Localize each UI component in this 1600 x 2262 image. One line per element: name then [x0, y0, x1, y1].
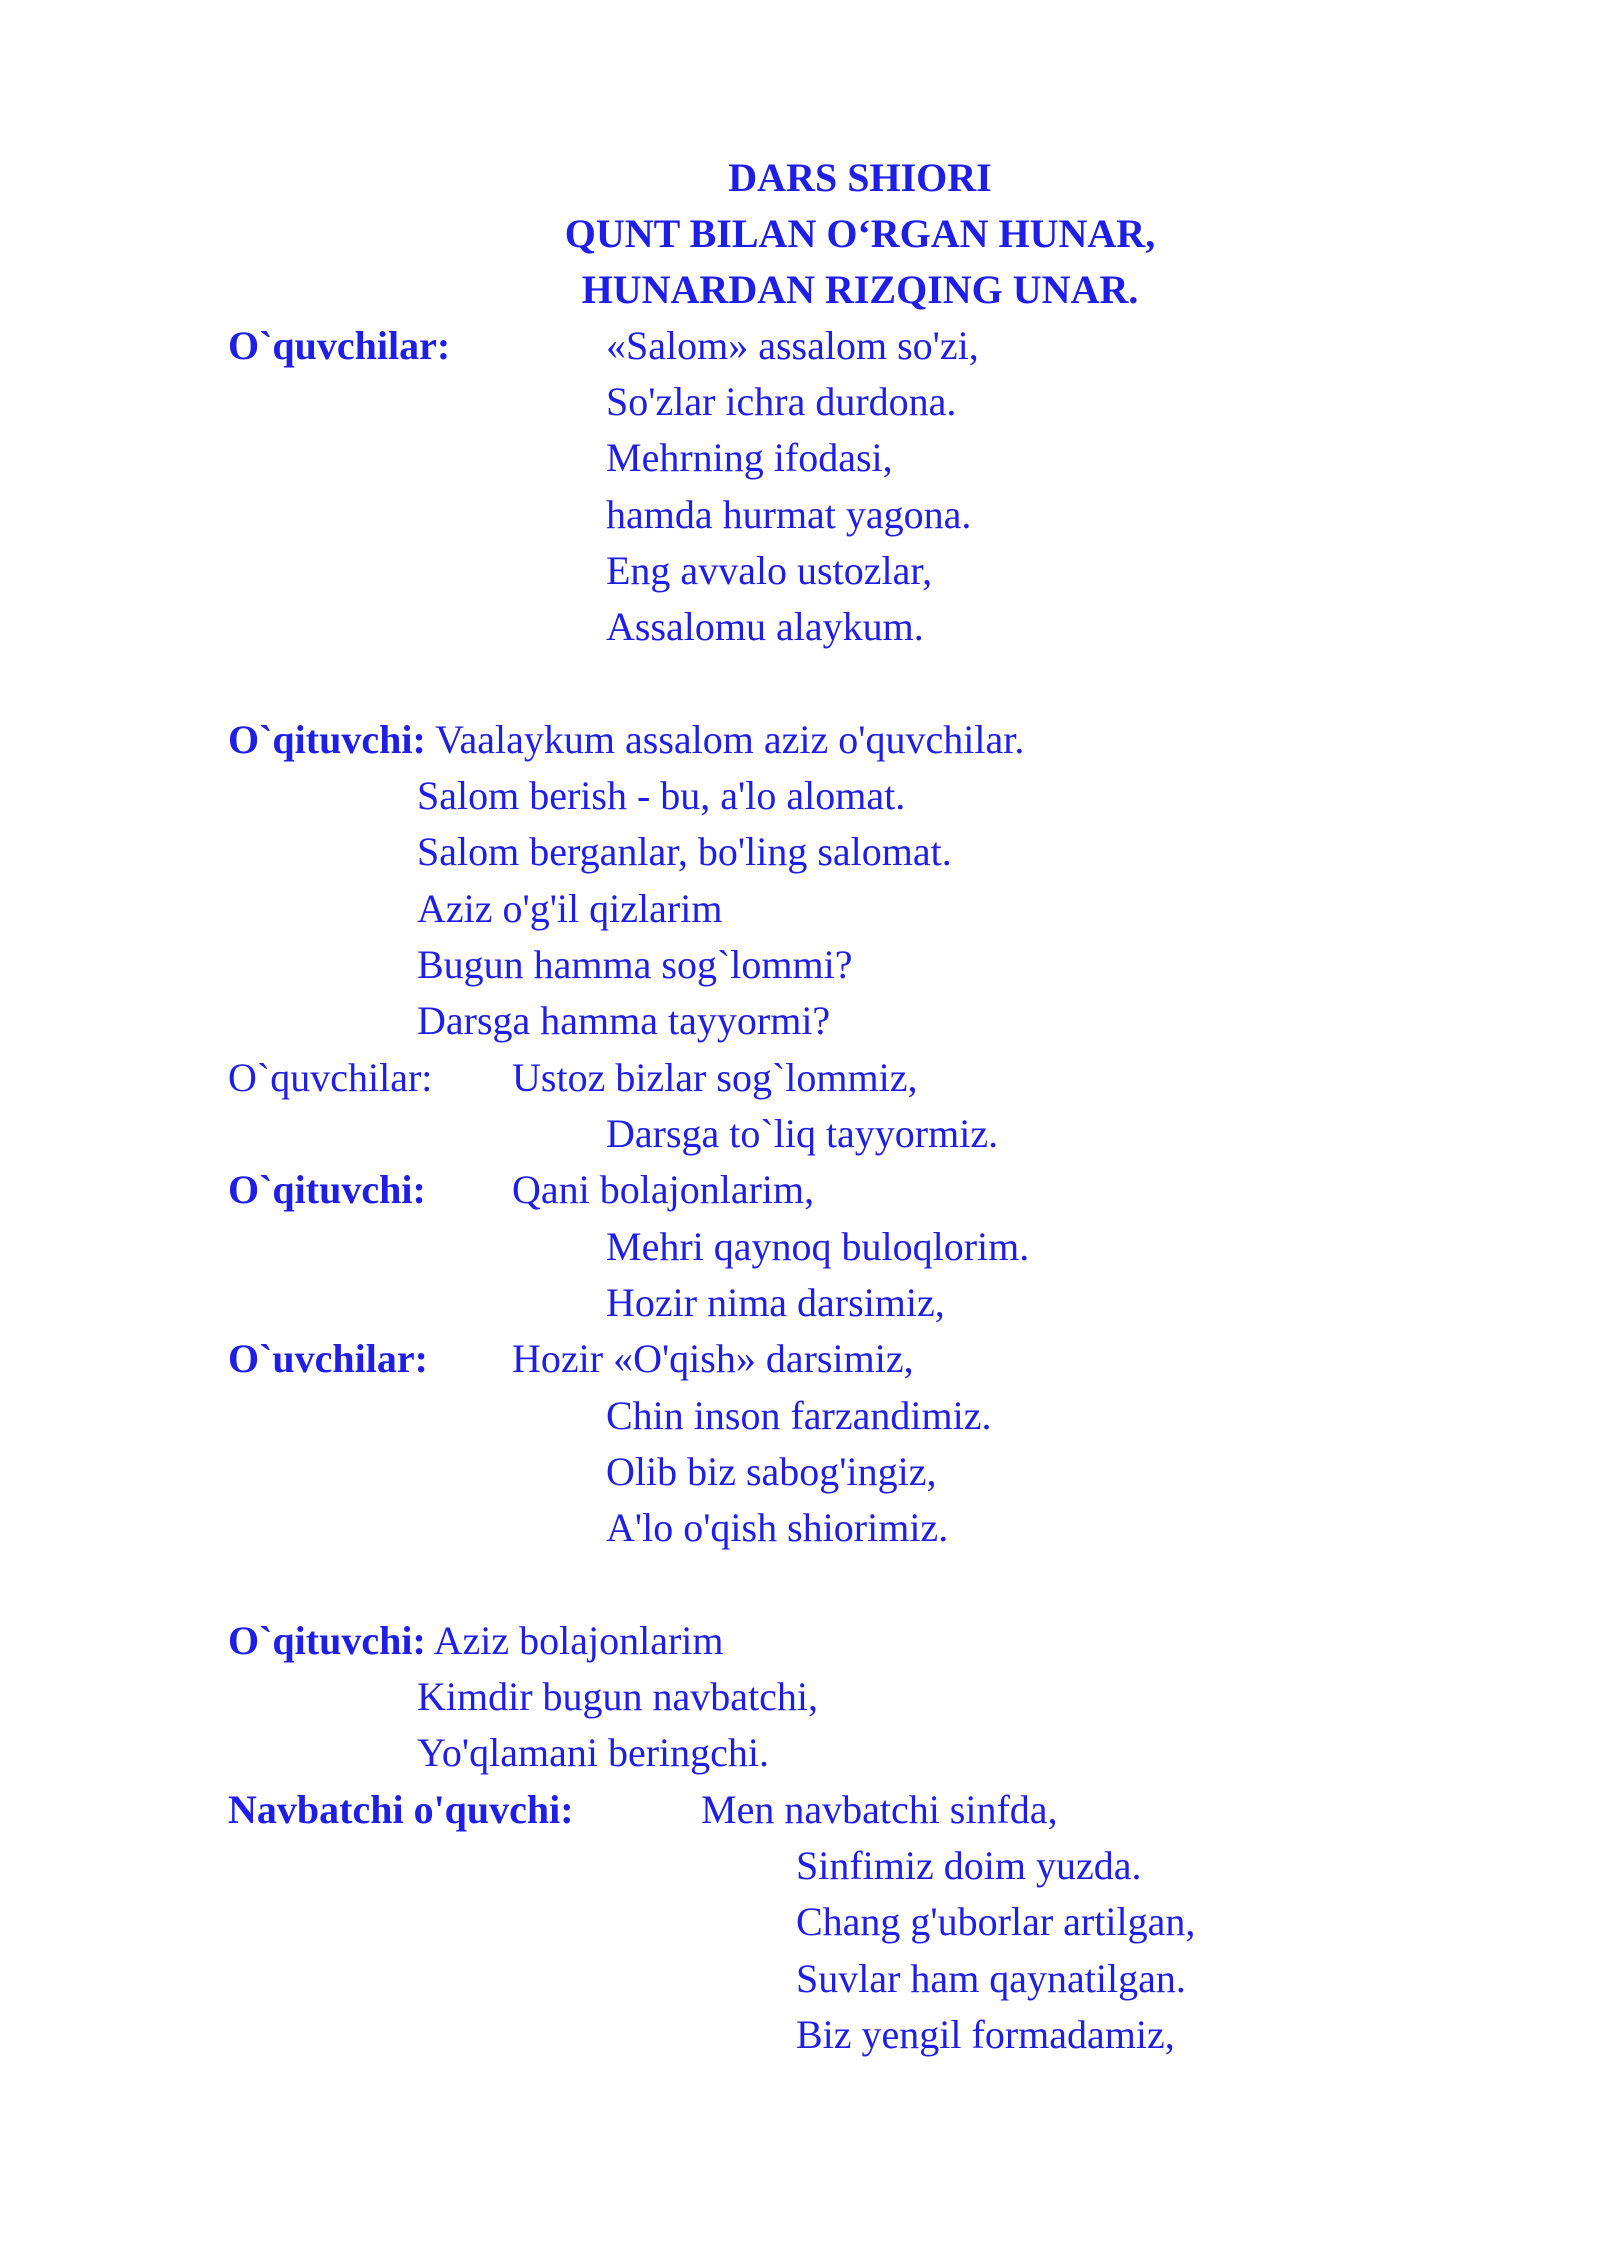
verse-line: So'zlar ichra durdona. — [606, 379, 957, 424]
verse-line: Biz yengil formadamiz, — [796, 2012, 1175, 2057]
verse-line: Hozir «O'qish» darsimiz, — [512, 1336, 914, 1381]
verse-line: Kimdir bugun navbatchi, — [417, 1674, 819, 1719]
slogan-heading: DARS SHIORI — [728, 155, 992, 200]
verse-line: Hozir nima darsimiz, — [606, 1280, 945, 1325]
verse-line: Salom berganlar, bo'ling salomat. — [417, 829, 952, 874]
verse-line: Mehrning ifodasi, — [606, 435, 893, 480]
verse-line: Ustoz bizlar sog`lommiz, — [512, 1055, 918, 1100]
verse-line: A'lo o'qish shiorimiz. — [606, 1505, 949, 1550]
verse-line: Eng avvalo ustozlar, — [606, 548, 933, 593]
verse-line: Mehri qaynoq buloqlorim. — [606, 1224, 1030, 1269]
speaker-teacher: O`qituvchi: — [228, 1618, 426, 1663]
slogan-line-2: HUNARDAN RIZQING UNAR. — [581, 267, 1139, 312]
verse-line: Salom berish - bu, a'lo alomat. — [417, 773, 906, 818]
speaker-pupils: O`quvchilar: — [228, 323, 451, 368]
verse-line: Olib biz sabog'ingiz, — [606, 1449, 937, 1494]
verse-text: Aziz bolajonlarim — [425, 1618, 724, 1663]
verse-line: Chang g'uborlar artilgan, — [796, 1899, 1196, 1944]
verse-line: Assalomu alaykum. — [606, 604, 924, 649]
verse-line: «Salom» assalom so'zi, — [606, 323, 979, 368]
verse-line: Darsga hamma tayyormi? — [417, 998, 831, 1043]
verse-line: Men navbatchi sinfda, — [701, 1787, 1058, 1832]
verse-line: Qani bolajonlarim, — [512, 1167, 815, 1212]
speaker-pupils: O`quvchilar: — [228, 1055, 433, 1100]
speaker-duty-pupil: Navbatchi o'quvchi: — [228, 1787, 574, 1832]
verse-line: Bugun hamma sog`lommi? — [417, 942, 853, 987]
verse-line: Darsga to`liq tayyormiz. — [606, 1111, 999, 1156]
speaker-teacher: O`qituvchi: — [228, 1167, 426, 1212]
verse-line: Yo'qlamani beringchi. — [417, 1730, 769, 1775]
verse-line: Suvlar ham qaynatilgan. — [796, 1956, 1186, 2001]
speaker-teacher: O`qituvchi: — [228, 717, 426, 762]
slogan-line-1: QUNT BILAN O‘RGAN HUNAR, — [564, 211, 1156, 256]
verse-text: Vaalaykum assalom aziz o'quvchilar. — [425, 717, 1025, 762]
verse-line: Aziz o'g'il qizlarim — [417, 886, 723, 931]
verse-line: Chin inson farzandimiz. — [606, 1393, 992, 1438]
teacher-line — [228, 712, 1024, 768]
verse-line: Sinfimiz doim yuzda. — [796, 1843, 1142, 1888]
speaker-pupils: O`uvchilar: — [228, 1336, 428, 1381]
teacher-line — [228, 1613, 724, 1669]
verse-line: hamda hurmat yagona. — [606, 492, 972, 537]
